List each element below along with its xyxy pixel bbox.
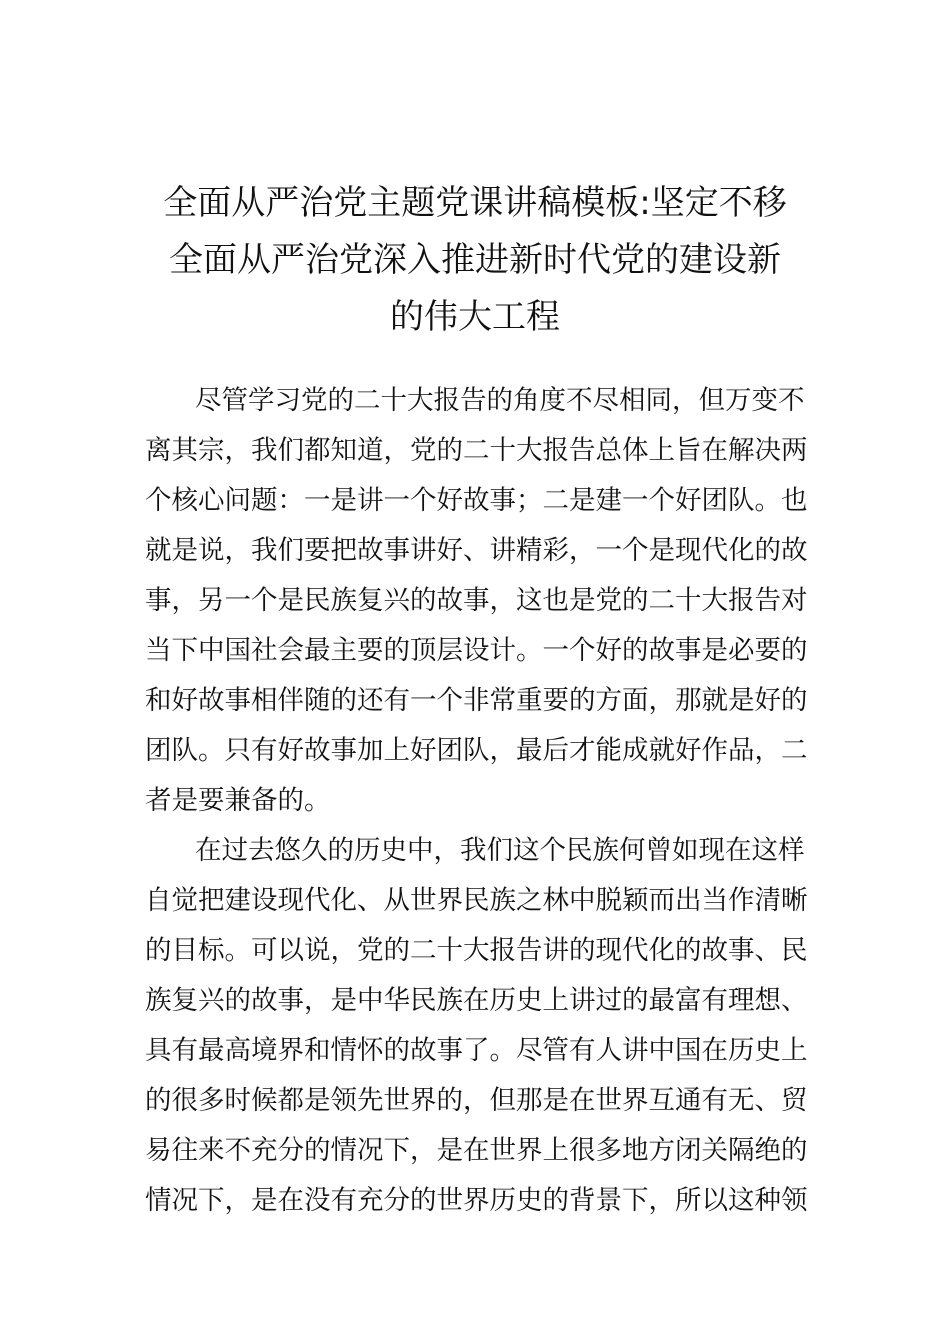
text-line: 个核心问题：一是讲一个好故事；二是建一个好团队。也 (145, 485, 808, 516)
text-line: 在过去悠久的历史中，我们这个民族何曾如现在这样 (195, 835, 805, 866)
text-line: 的很多时候都是领先世界的，但那是在世界互通有无、贸 (145, 1085, 808, 1116)
text-line: 族复兴的故事，是中华民族在历史上讲过的最富有理想、 (145, 985, 808, 1016)
text-line: 事，另一个是民族复兴的故事，这也是党的二十大报告对 (145, 585, 808, 616)
text-line: 易往来不充分的情况下，是在世界上很多地方闭关隔绝的 (145, 1135, 808, 1166)
paragraph-1 (145, 376, 810, 826)
paragraph-2 (145, 826, 810, 1226)
title-line: 全面从严治党深入推进新时代党的建设新 (169, 240, 781, 280)
text-line: 离其宗，我们都知道，党的二十大报告总体上旨在解决两 (145, 435, 808, 466)
document-body (145, 376, 810, 1226)
text-line: 者是要兼备的。 (145, 785, 331, 816)
text-line: 的目标。可以说，党的二十大报告讲的现代化的故事、民 (145, 935, 808, 966)
text-line: 就是说，我们要把故事讲好、讲精彩，一个是现代化的故 (145, 535, 808, 566)
text-line: 和好故事相伴随的还有一个非常重要的方面，那就是好的 (145, 685, 808, 716)
title-line: 全面从严治党主题党课讲稿模板:坚定不移 (163, 183, 787, 223)
text-line: 团队。只有好故事加上好团队，最后才能成就好作品，二 (145, 735, 808, 766)
text-line: 自觉把建设现代化、从世界民族之林中脱颖而出当作清晰 (145, 885, 808, 916)
text-line: 尽管学习党的二十大报告的角度不尽相同，但万变不 (195, 385, 805, 416)
title-line: 的伟大工程 (390, 297, 560, 337)
text-line: 当下中国社会最主要的顶层设计。一个好的故事是必要的 (145, 635, 808, 666)
text-line: 情况下，是在没有充分的世界历史的背景下，所以这种领 (145, 1185, 808, 1216)
document-title (140, 175, 810, 346)
text-line: 具有最高境界和情怀的故事了。尽管有人讲中国在历史上 (145, 1035, 808, 1066)
